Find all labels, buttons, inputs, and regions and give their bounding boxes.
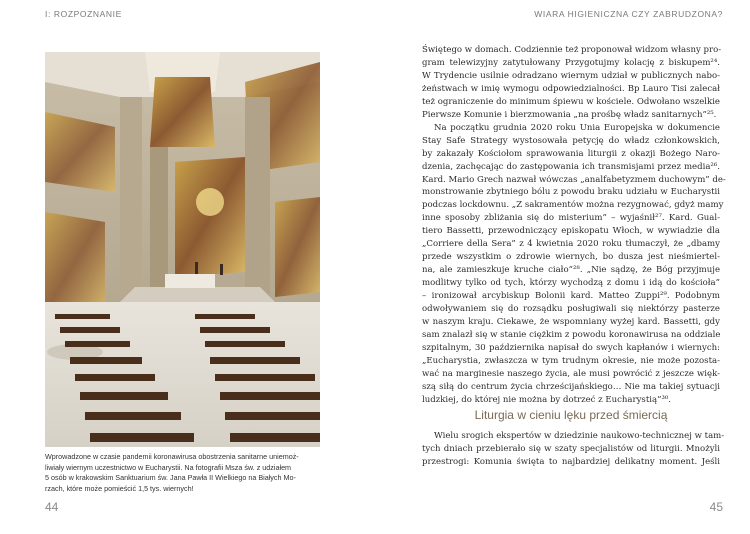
text-line: Kard. Mario Grech nazwał wówczas „analfabetyzmem duchowym” de- bbox=[422, 174, 726, 185]
text-line: dzenia, zachęcając do zastępowania ich transmisjami przez media²⁶. bbox=[422, 161, 720, 172]
text-line: monstrowanie zbytniego bólu z powodu braku udziału w Eucharystii bbox=[422, 187, 720, 198]
text-line: W Trydencie usilnie odradzano wiernym udział w publicznych nabo- bbox=[422, 70, 720, 81]
text-line: żeństwach w imię wymogu odpowiedzialności. Bp Lauro Tisi zalecał bbox=[422, 83, 720, 94]
text-line: podczas lockdownu. „Z sakramentów można rezygnować, gdyż mamy bbox=[422, 200, 724, 211]
photo-caption bbox=[45, 452, 320, 494]
photo-illustration bbox=[45, 52, 320, 447]
page-number-right: 45 bbox=[709, 500, 723, 514]
text-line: szpitalnym, 30 października napisał do swych kapłanów i wiernych: bbox=[422, 342, 720, 353]
caption-line: 5 osób w krakowskim Sanktuarium św. Jana Pawła II Wielkiego na Białych Mo- bbox=[45, 473, 296, 483]
text-line: tiero Bassetti, przewodniczący episkopatu Włoch, w wywiadzie dla bbox=[422, 226, 720, 237]
text-line: modlitwy tylko od tych, którzy wychodzą z domu i idą do kościoła” bbox=[422, 278, 720, 289]
text-line: na, ale zamieszkuje kruche ciało”²⁸. „Nie sądzę, że Bóg przyjmuje bbox=[422, 265, 720, 276]
caption-line: rzach, które może pomieścić 1,5 tys. wiernych! bbox=[45, 483, 194, 493]
caption-line: Wprowadzone w czasie pandemii koronawirusa obostrzenia sanitarne uniemoż- bbox=[45, 452, 299, 461]
text-line: szą siłą do centrum życia chrześcijańskiego… Nie ma takiej sytuacji bbox=[422, 381, 720, 392]
church-interior-photo bbox=[45, 52, 320, 447]
section-heading: Liturgia w cieniu lęku przed śmiercią bbox=[474, 407, 668, 422]
text-line: Świętego w domach. Codziennie też proponował widzom własny pro- bbox=[422, 45, 722, 55]
text-line: – ironizował arcybiskup Bolonii kard. Matteo Zuppi²⁹. Podobnym bbox=[422, 291, 720, 302]
text-line: „Corriere della Sera” z 4 kwietnia 2020 roku tłumaczył, że „dbamy bbox=[422, 239, 720, 250]
text-line: inne sposoby zbliżania się do misterium” – wyjaśnił²⁷. Kard. Gual- bbox=[422, 213, 720, 224]
text-line: ludzkiej, do której nie można by dotrzeć z Eucharystią”³⁰. bbox=[422, 394, 672, 405]
running-head-left: I: ROZPOZNANIE bbox=[45, 9, 122, 19]
running-head-right: WIARA HIGIENICZNA CZY ZABRUDZONA? bbox=[534, 9, 723, 19]
text-line: tych dniach przebierało się w szaty specjalistów od liturgii. Mnożyli bbox=[422, 443, 720, 454]
text-line: „Eucharystia, zwłaszcza w tym trudnym okresie, nie może pozosta- bbox=[422, 355, 720, 366]
text-line: przestrogi: Komunia święta to najbardziej delikatny moment. Jeśli bbox=[422, 456, 720, 467]
text-line: też ograniczenie do minimum śpiewu w kościele. Odwołano wszelkie bbox=[422, 96, 720, 107]
text-line: gram telewizyjny zatytułowany Przygotujmy kolację z biskupem²⁴. bbox=[422, 57, 720, 68]
body-text bbox=[422, 44, 726, 469]
text-line: Na początku grudnia 2020 roku Unia Europejska w dokumencie bbox=[434, 122, 720, 133]
text-line: Stay Safe Strategy wystosowała petycję do władz członkowskich, bbox=[422, 135, 720, 146]
text-line: sam znalazł się w stanie ciężkim z powodu koronawirusa na oddziale bbox=[422, 329, 721, 340]
right-page bbox=[375, 0, 750, 534]
text-line: wać na marginesie naszego życia, ale musi powrócić z jeszcze więk- bbox=[422, 368, 720, 379]
text-line: by zakazały Kościołom sprawowania liturgii z okazji Bożego Naro- bbox=[422, 148, 720, 159]
text-line: Pierwsze Komunie i bierzmowania „na prośbę władz sanitarnych”²⁵. bbox=[422, 109, 717, 120]
text-line: w naszym kraju. Ciekawe, że wspomniany wyżej kard. Bassetti, gdy bbox=[422, 317, 720, 328]
text-line: Wielu srogich ekspertów w dziedzinie naukowo-technicznej w tam- bbox=[434, 430, 725, 441]
text-line: odwoływaniem się do rozsądku posługiwali się niektórzy pasterze bbox=[422, 304, 720, 315]
caption-line: liwiały wiernym uczestnictwo w Eucharystii. Na fotografii Msza św. z udziałem bbox=[45, 462, 292, 472]
page-number-left: 44 bbox=[45, 500, 59, 514]
text-line: przede wszystkim o zdrowie wiernych, bo dusza jest nieśmiertel- bbox=[422, 252, 720, 263]
